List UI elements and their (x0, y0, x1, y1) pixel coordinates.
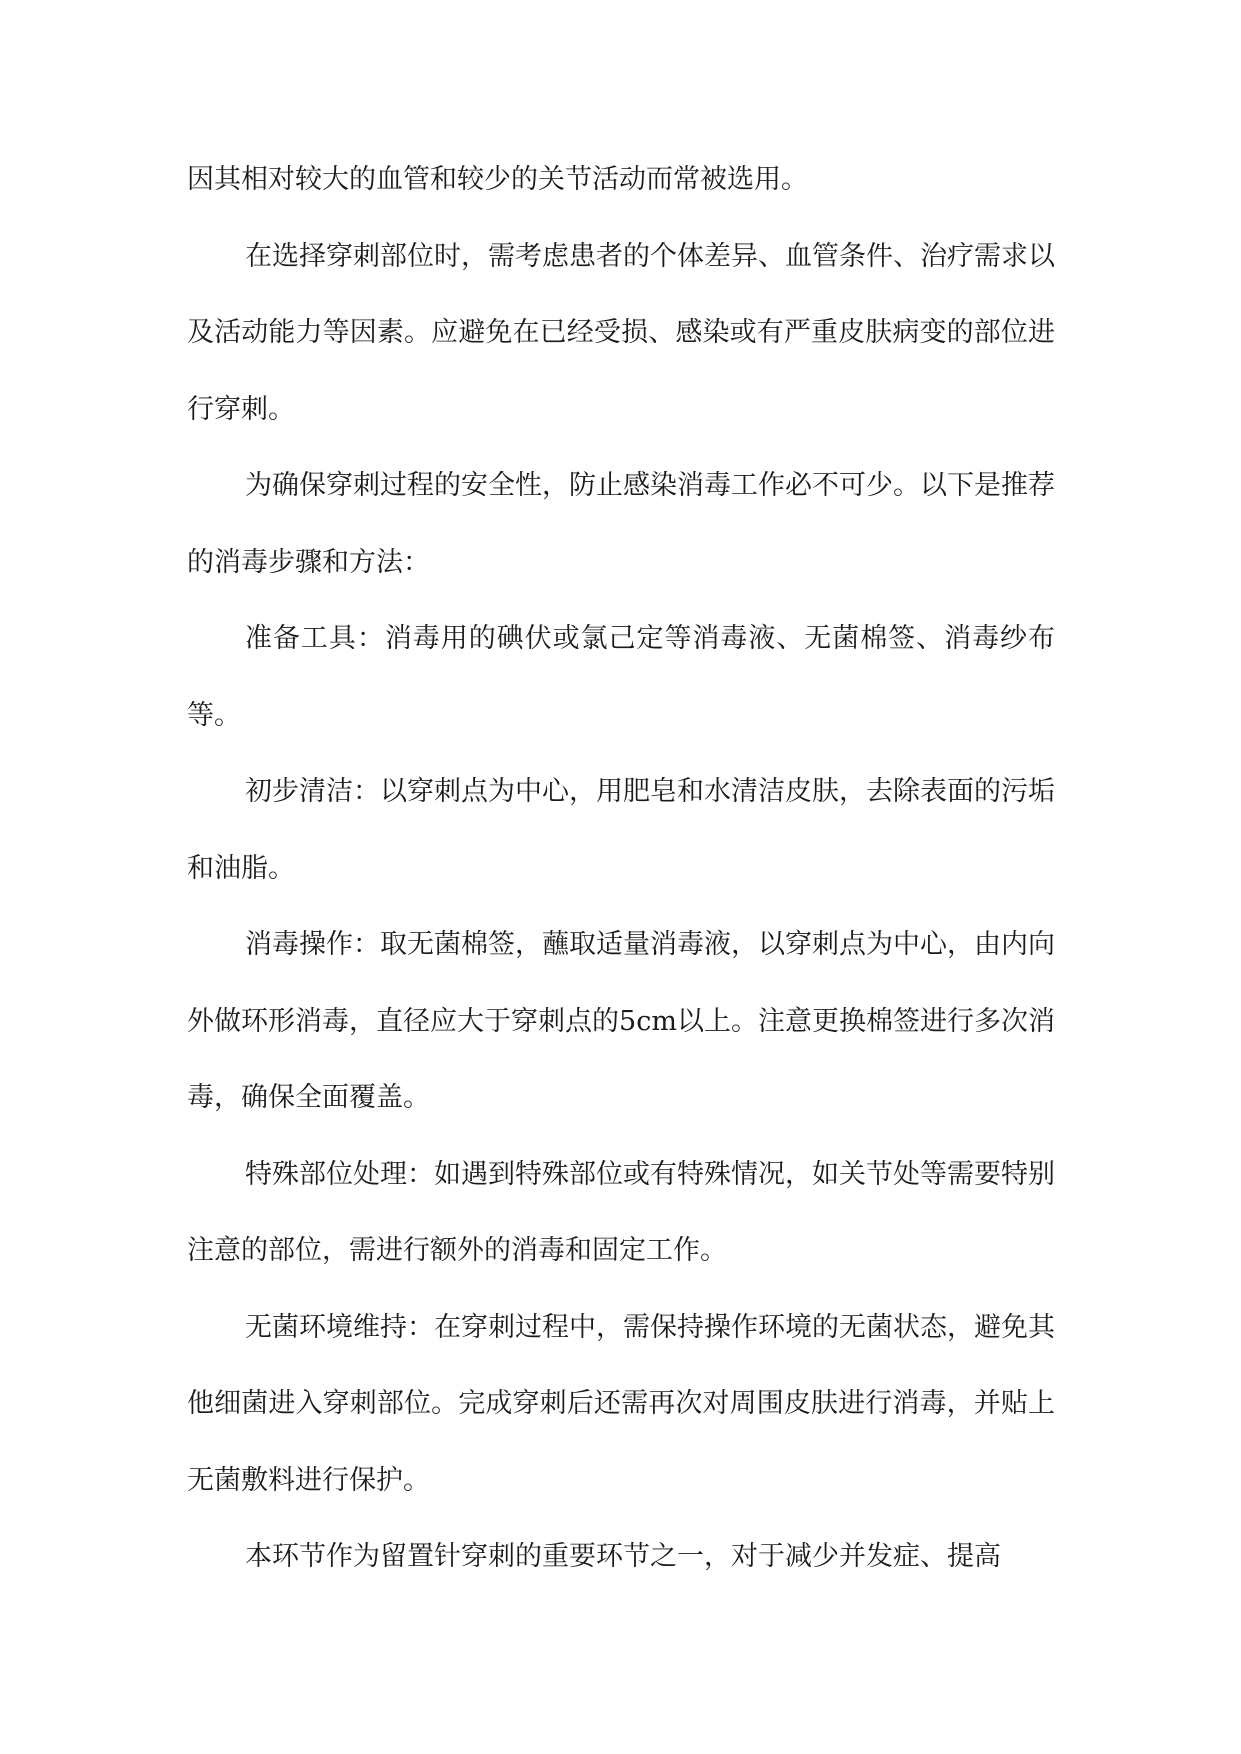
paragraph-6: 消毒操作：取无菌棉签，蘸取适量消毒液，以穿刺点为中心，由内向外做环形消毒，直径应大于穿刺点的5cm以上。注意更换棉签进行多次消毒，确保全面覆盖。 (187, 929, 1055, 1113)
paragraph-1: 因其相对较大的血管和较少的关节活动而常被选用。 (187, 164, 808, 195)
paragraph-4: 准备工具：消毒用的碘伏或氯己定等消毒液、无菌棉签、消毒纱布等。 (187, 623, 1055, 731)
paragraph-2: 在选择穿刺部位时，需考虑患者的个体差异、血管条件、治疗需求以及活动能力等因素。应避免在已经受损、感染或有严重皮肤病变的部位进行穿刺。 (187, 240, 1055, 425)
paragraph-7: 特殊部位处理：如遇到特殊部位或有特殊情况，如关节处等需要特别注意的部位，需进行额外的消毒和固定工作。 (187, 1158, 1055, 1266)
paragraph-8: 无菌环境维持：在穿刺过程中，需保持操作环境的无菌状态，避免其他细菌进入穿刺部位。完成穿刺后还需再次对周围皮肤进行消毒，并贴上无菌敷料进行保护。 (187, 1311, 1055, 1496)
paragraph-5: 初步清洁：以穿刺点为中心，用肥皂和水清洁皮肤，去除表面的污垢和油脂。 (187, 776, 1055, 884)
body-text (187, 142, 1055, 1596)
paragraph-3: 为确保穿刺过程的安全性，防止感染消毒工作必不可少。以下是推荐的消毒步骤和方法： (187, 470, 1055, 578)
paragraph-9: 本环节作为留置针穿刺的重要环节之一，对于减少并发症、提高 (245, 1541, 1001, 1572)
